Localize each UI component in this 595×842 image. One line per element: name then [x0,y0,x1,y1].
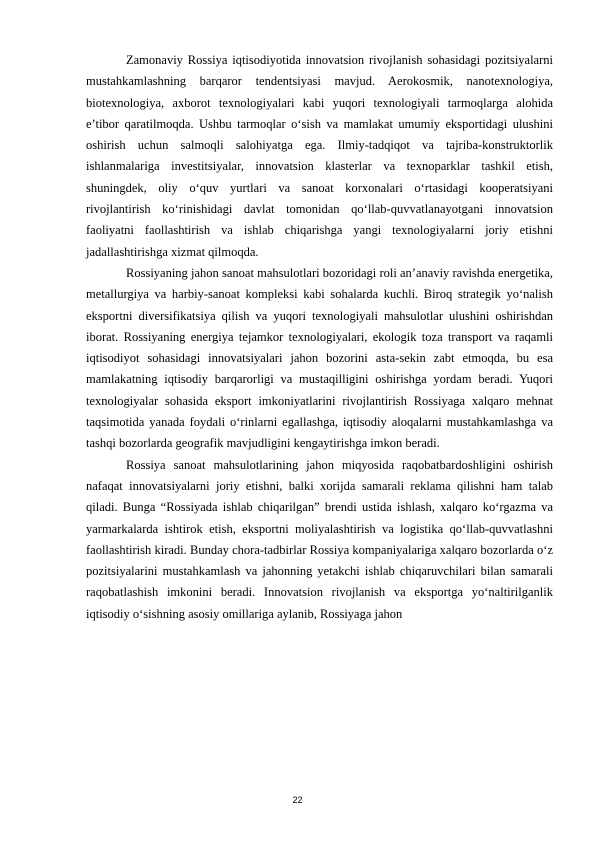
page-number: 22 [292,795,303,805]
paragraph-export-role: Rossiyaning jahon sanoat mahsulotlari bozoridagi roli an’anaviy ravishda energetika, metallurgiya va harbiy-sanoat kompleksi kabi sohalarda kuchli. Biroq strategik yo‘nalish eksportni diversifikatsiya qilish va yuqori texnologiyali mahsulotlar ulushini oshirishdan iborat. Rossiyaning energiya tejamkor texnologiyalari, ekologik toza transport va raqamli iqtisodiyot sohasidagi innovatsiyalari jahon bozorini asta-sekin zabt etmoqda, bu esa mamlakatning iqtisodiy barqarorligi va mustaqilligini oshirishga yordam beradi. Yuqori texnologiyalar sohasida eksport imkoniyatlarini rivojlantirish Rossiyaga xalqaro mehnat taqsimotida yanada foydali o‘rinlarni egallashga, iqtisodiy aloqalarni mustahkamlashga va tashqi bozorlarda geografik mavjudligini kengaytirishga imkon beradi. [86,265,553,451]
paragraph-competitiveness: Rossiya sanoat mahsulotlarining jahon miqyosida raqobatbardoshligini oshirish nafaqat innovatsiyalarni joriy etishni, balki xorijda samarali reklama qilishni ham talab qiladi. Bunga “Rossiyada ishlab chiqarilgan” brendi ustida ishlash, xalqaro ko‘rgazma va yarmarkalarda ishtirok etish, eksportni moliyalashtirish va logistika qo‘llab-quvvatlashni faollashtirish kiradi. Bunday chora-tadbirlar Rossiya kompaniyalariga xalqaro bozorlarda o‘z pozitsiyalarini mustahkamlash va jahonning yetakchi ishlab chiqaruvchilari bilan samarali raqobatlashish imkonini beradi. Innovatsion rivojlanish va eksportga yo‘naltirilganlik iqtisodiy o‘sishning asosiy omillariga aylanib, Rossiyaga jahon [86,457,553,621]
document-body [86,50,553,625]
paragraph-innovation-trends: Zamonaviy Rossiya iqtisodiyotida innovatsion rivojlanish sohasidagi pozitsiyalarni mustahkamlashning barqaror tendentsiyasi mavjud. Aerokosmik, nanotexnologiya, biotexnologiya, axborot texnologiyalari kabi yuqori texnologiyali tarmoqlarga alohida e’tibor qaratilmoqda. Ushbu tarmoqlar o‘sish va mamlakat umumiy eksportidagi ulushini oshirish uchun salmoqli salohiyatga ega. Ilmiy-tadqiqot va tajriba-konstruktorlik ishlanmalariga investitsiyalar, innovatsion klasterlar va texnoparklar tashkil etish, shuningdek, oliy o‘quv yurtlari va sanoat korxonalari o‘rtasidagi kooperatsiyani rivojlantirish ko‘rinishidagi davlat tomonidan qo‘llab-quvvatlanayotgani innovatsion faoliyatni faollashtirish va ishlab chiqarishga yangi texnologiyalarni joriy etishni jadallashtirishga xizmat qilmoqda. [86,53,553,259]
